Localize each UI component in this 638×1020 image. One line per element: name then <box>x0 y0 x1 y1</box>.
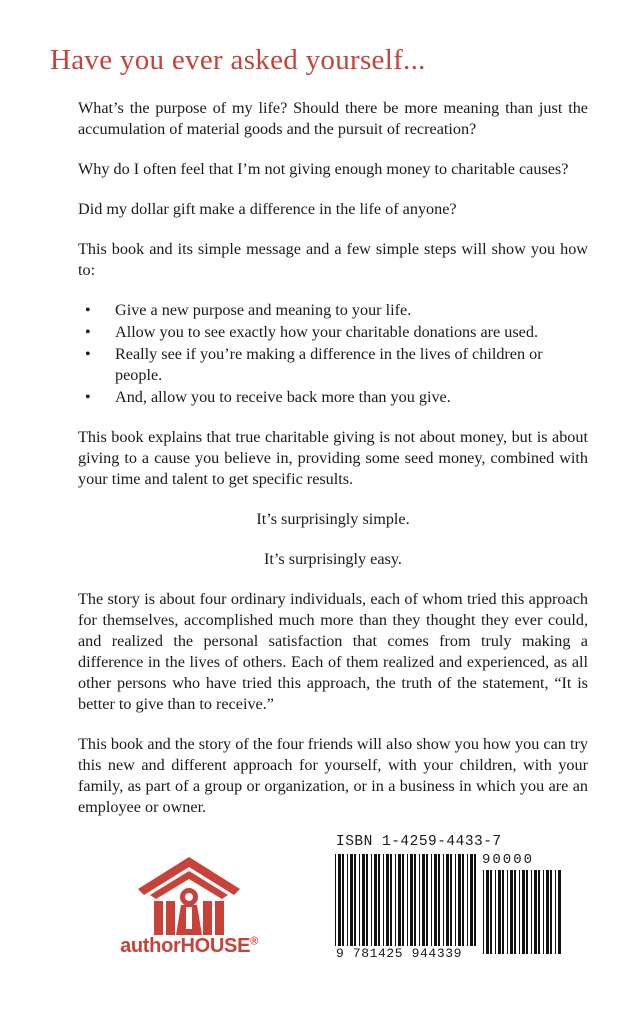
barcode-bars <box>334 854 480 954</box>
barcode-bar <box>550 870 552 954</box>
barcode-bar <box>490 870 492 954</box>
barcode-bar <box>414 854 416 946</box>
list-item <box>78 344 588 386</box>
barcode-bar <box>467 854 468 946</box>
headline: Have you ever asked yourself... <box>50 44 426 76</box>
bullet-icon: • <box>85 301 91 319</box>
list-item <box>78 322 588 343</box>
barcode-bar <box>366 854 368 946</box>
barcode-bar <box>338 854 341 946</box>
barcode-bar <box>510 870 513 954</box>
barcode-bar <box>362 854 365 946</box>
barcode-bar <box>555 870 556 954</box>
barcode-bar <box>543 870 544 954</box>
barcode-bar <box>519 870 520 954</box>
publisher-name: authorHOUSE® <box>120 935 258 957</box>
barcode-bar <box>498 870 501 954</box>
barcode-bar <box>386 854 389 946</box>
barcode-bar <box>558 870 561 954</box>
tagline-line: It’s surprisingly easy. <box>264 550 402 568</box>
body-text <box>78 98 588 837</box>
bullet-icon: • <box>85 323 91 341</box>
list-item <box>78 300 588 321</box>
barcode-bar <box>431 854 432 946</box>
question-paragraph: Did my dollar gift make a difference in the life of anyone? <box>78 200 457 218</box>
barcode-bar <box>407 854 408 946</box>
barcode-bar <box>419 854 420 946</box>
story-paragraph: The story is about four ordinary individuals, each of whom tried this approach for themselves, accomplished much more than they thought they ever could, and realized the personal satisfaction that comes from truly making a difference in the lives of others. Each of them realized and experienced, as all other persons who have tried this approach, the truth of the statement, “It is better to give than to receive.” <box>78 590 588 713</box>
isbn-digits: 9 781425 944339 <box>336 946 463 961</box>
barcode-bar <box>443 854 444 946</box>
barcode-bar <box>446 854 449 946</box>
barcode-bar <box>426 854 428 946</box>
barcode-bar <box>462 854 464 946</box>
barcode-bar <box>342 854 344 946</box>
barcode-bar <box>486 870 489 954</box>
barcode-bar <box>402 854 404 946</box>
question-paragraph: Why do I often feel that I’m not giving enough money to charitable causes? <box>78 160 569 178</box>
tagline-line: It’s surprisingly simple. <box>256 510 410 528</box>
benefits-list <box>78 300 588 408</box>
barcode-bar <box>335 854 336 946</box>
barcode-bar <box>455 854 456 946</box>
barcode-bar <box>495 870 496 954</box>
barcode-bar <box>514 870 516 954</box>
list-item <box>78 387 588 408</box>
barcode-bar <box>410 854 413 946</box>
closing-paragraph: This book and the story of the four friends will also show you how you can try this new and different approach for yourself, with your children, with your family, as part of a group or organization, or in a business in which you are an employee or owner. <box>78 735 588 816</box>
barcode-bar <box>483 870 484 954</box>
barcode-bar <box>458 854 461 946</box>
bullet-icon: • <box>85 345 91 363</box>
barcode-bar <box>507 870 508 954</box>
barcode-bar <box>526 870 528 954</box>
barcode <box>330 828 575 970</box>
barcode-bar <box>470 854 473 946</box>
barcode-bar <box>359 854 360 946</box>
barcode-bar <box>522 870 525 954</box>
intro-paragraph: This book and its simple message and a few simple steps will show you how to: <box>78 240 588 279</box>
barcode-bar <box>502 870 504 954</box>
barcode-bar <box>422 854 425 946</box>
isbn-label: ISBN 1-4259-4433-7 <box>336 834 502 850</box>
barcode-bar <box>531 870 532 954</box>
house-icon <box>136 855 242 939</box>
publisher-logo <box>94 855 284 965</box>
barcode-bar <box>347 854 348 946</box>
price-code: 90000 <box>482 852 535 868</box>
barcode-bar <box>438 854 440 946</box>
barcode-bar <box>534 870 537 954</box>
barcode-bar <box>546 870 549 954</box>
barcode-bar <box>390 854 392 946</box>
barcode-bar <box>434 854 437 946</box>
barcode-bar <box>395 854 396 946</box>
barcode-bar <box>350 854 353 946</box>
list-item-text: Give a new purpose and meaning to your life. <box>115 301 412 319</box>
bullet-icon: • <box>85 388 91 406</box>
price-barcode-bars <box>482 870 562 954</box>
tagline <box>78 509 588 570</box>
barcode-bar <box>383 854 384 946</box>
barcode-bar <box>538 870 540 954</box>
barcode-bar <box>378 854 380 946</box>
barcode-bar <box>371 854 372 946</box>
explanation-paragraph: This book explains that true charitable giving is not about money, but is about giving to a cause you believe in, providing some seed money, combined with your time and talent to get specific results. <box>78 428 588 488</box>
list-item-text: And, allow you to receive back more than you give. <box>115 388 451 406</box>
barcode-bar <box>374 854 377 946</box>
list-item-text: Really see if you’re making a difference in the lives of children or people. <box>115 345 543 384</box>
barcode-bar <box>450 854 452 946</box>
barcode-bar <box>354 854 356 946</box>
list-item-text: Allow you to see exactly how your charitable donations are used. <box>115 323 539 341</box>
barcode-bar <box>474 854 476 946</box>
question-paragraph: What’s the purpose of my life? Should there be more meaning than just the accumulation of material goods and the pursuit of recreation? <box>78 99 588 138</box>
barcode-bar <box>398 854 401 946</box>
